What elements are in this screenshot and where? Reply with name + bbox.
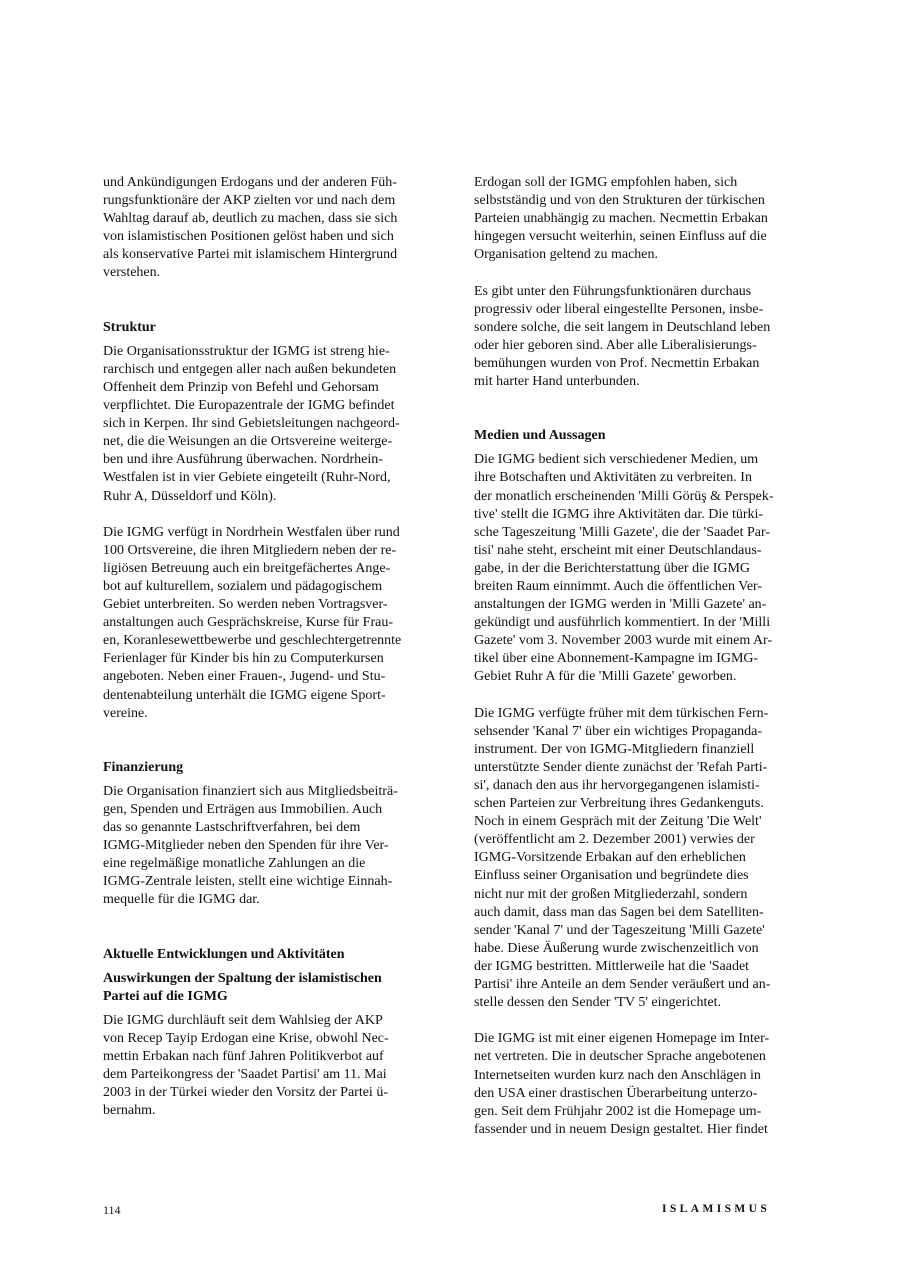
text-line: Einfluss seiner Organisation und begründete dies — [474, 868, 749, 884]
text-line: von islamistischen Positionen gelöst haben und sich — [103, 229, 394, 245]
text-line: auch damit, dass man das Sagen bei dem Satelliten- — [474, 904, 764, 920]
paragraph — [103, 783, 425, 910]
text-line: Gebiet unterbreiten. So werden neben Vortragsver- — [103, 597, 388, 613]
text-line: sche Tageszeitung 'Milli Gazete', die der 'Saadet Par- — [474, 524, 771, 540]
text-line: gekündigt und ausführlich kommentiert. In der 'Milli — [474, 615, 771, 631]
text-line: Internetseiten wurden kurz nach den Anschlägen in — [474, 1067, 761, 1083]
text-line: Partei auf die IGMG — [103, 988, 228, 1004]
text-line: bemühungen wurden von Prof. Necmettin Erbakan — [474, 355, 760, 371]
text-line: Ruhr A, Düsseldorf und Köln). — [103, 488, 277, 504]
text-line: Gazete' vom 3. November 2003 wurde mit einem Ar- — [474, 633, 773, 649]
paragraph — [474, 283, 794, 392]
text-line: rungsfunktionäre der AKP zielten vor und nach dem — [103, 193, 396, 209]
text-line: Es gibt unter den Führungsfunktionären durchaus — [474, 283, 752, 299]
text-line: nicht nur mit der großen Mitgliederzahl, sondern — [474, 886, 748, 902]
text-line: 2003 in der Türkei wieder den Vorsitz der Partei ü- — [103, 1085, 388, 1101]
text-line: IGMG-Zentrale leisten, stellt eine wichtige Einnah- — [103, 874, 393, 890]
text-line: mettin Erbakan nach fünf Jahren Politikverbot auf — [103, 1049, 384, 1065]
paragraph — [103, 1012, 425, 1121]
text-line: Westfalen ist in vier Gebiete eingeteilt (Ruhr-Nord, — [103, 470, 391, 486]
section-heading — [103, 319, 425, 337]
text-line: habe. Diese Äußerung wurde zwischenzeitlich von — [474, 940, 759, 956]
text-line: unterstützte Sender diente zunächst der 'Refah Parti- — [474, 759, 768, 775]
text-line: bernahm. — [103, 1103, 156, 1119]
text-line: Die IGMG ist mit einer eigenen Homepage im Inter- — [474, 1031, 770, 1047]
text-line: verpflichtet. Die Europazentrale der IGMG befindet — [103, 398, 395, 414]
text-line: Noch in einem Gespräch mit der Zeitung 'Die Welt' — [474, 814, 762, 830]
text-line: ligiösen Betreuung auch ein breitgefächertes Ange- — [103, 560, 391, 576]
text-line: von Recep Tayip Erdogan eine Krise, obwohl Nec- — [103, 1031, 389, 1047]
text-line: tive' stellt die IGMG ihre Aktivitäten dar. Die türki- — [474, 506, 764, 522]
text-line: gen, Spenden und Erträgen aus Immobilien. Auch — [103, 802, 383, 817]
text-line: Medien und Aussagen — [474, 428, 606, 444]
text-line: dentenabteilung unterhält die IGMG eigene Sport- — [103, 687, 386, 703]
text-line: Die Organisationsstruktur der IGMG ist streng hie- — [103, 343, 390, 359]
text-line: Erdogan soll der IGMG empfohlen haben, sich — [474, 175, 738, 190]
text-line: anstaltungen auch Gesprächskreise, Kurse für Frau- — [103, 615, 394, 631]
text-line: gen. Seit dem Frühjahr 2002 ist die Homepage um- — [474, 1103, 762, 1119]
text-line: schen Parteien zur Verbreitung ihres Gedankenguts. — [474, 796, 764, 812]
text-line: 100 Ortsvereine, die ihren Mitgliedern neben der re- — [103, 542, 397, 558]
text-line: ben und ihre Ausführung überwachen. Nordrhein- — [103, 452, 383, 468]
paragraph — [103, 343, 425, 506]
text-line: sondere solche, die seit langem in Deutschland leben — [474, 319, 771, 335]
text-line: IGMG-Mitglieder neben den Spenden für ihre Ver- — [103, 838, 389, 854]
text-line: anstaltungen der IGMG werden in 'Milli Gazete' an- — [474, 597, 767, 613]
text-line: net vertreten. Die in deutscher Sprache angebotenen — [474, 1049, 766, 1065]
text-line: rarchisch und entgegen aller nach außen bekundeten — [103, 361, 397, 377]
text-line: progressiv oder liberal eingestellte Personen, insbe- — [474, 301, 764, 317]
paragraph — [103, 524, 425, 723]
section-spacer — [103, 928, 425, 946]
text-line: dem Parteikongress der 'Saadet Partisi' am 11. Mai — [103, 1067, 387, 1083]
section-spacer — [474, 409, 794, 427]
text-line: tisi' nahe steht, erscheint mit einer Deutschlandaus- — [474, 542, 762, 558]
text-line: vereine. — [103, 705, 148, 721]
text-line: als konservative Partei mit islamischem Hintergrund — [103, 247, 398, 263]
text-line: Wahltag darauf ab, deutlich zu machen, dass sie sich — [103, 211, 398, 227]
section-spacer — [103, 301, 425, 319]
paragraph — [474, 1030, 794, 1139]
text-line: fassender und in neuem Design gestaltet. Hier findet — [474, 1121, 768, 1137]
text-line: das so genannte Lastschriftverfahren, bei dem — [103, 820, 361, 836]
text-line: bot auf kulturellem, sozialem und pädagogischem — [103, 578, 383, 594]
text-line: Finanzierung — [103, 759, 184, 775]
text-line: IGMG-Vorsitzende Erbakan auf den erheblichen — [474, 850, 746, 866]
text-line: Die IGMG durchläuft seit dem Wahlsieg der AKP — [103, 1012, 383, 1028]
section-heading — [103, 946, 425, 964]
section-spacer — [103, 741, 425, 759]
text-line: sehsender 'Kanal 7' über ein wichtiges Propaganda- — [474, 723, 763, 739]
text-line: oder hier geboren sind. Aber alle Liberalisierungs- — [474, 337, 757, 353]
text-line: stelle dessen den Sender 'TV 5' eingerichtet. — [474, 995, 721, 1011]
text-line: tikel über eine Abonnement-Kampagne im IGMG- — [474, 651, 759, 667]
section-heading — [474, 427, 794, 445]
text-line: Gebiet Ruhr A für die 'Milli Gazete' geworben. — [474, 669, 737, 685]
text-line: gabe, in der die Berichterstattung über die IGMG — [474, 560, 751, 576]
text-line: net, die die Weisungen an die Ortsvereine weiterge- — [103, 434, 393, 450]
text-line: angeboten. Neben einer Frauen-, Jugend- und Stu- — [103, 669, 386, 685]
text-line: selbstständig und von den Strukturen der türkischen — [474, 193, 765, 209]
text-line: mequelle für die IGMG dar. — [103, 892, 260, 908]
text-line: breiten Raum einnimmt. Auch die öffentlichen Ver- — [474, 578, 763, 594]
text-line: sich in Kerpen. Ihr sind Gebietsleitungen nachgeord- — [103, 416, 400, 432]
text-line: Struktur — [103, 319, 156, 335]
text-line: en, Koranlesewettbewerbe und geschlechtergetrennte — [103, 633, 402, 649]
text-line: sender 'Kanal 7' und der Tageszeitung 'Milli Gazete' — [474, 922, 765, 938]
text-line: Aktuelle Entwicklungen und Aktivitäten — [103, 946, 345, 962]
running-title: ISLAMISMUS — [662, 1203, 771, 1215]
text-line: Partisi' ihre Anteile an dem Sender veräußert und an- — [474, 977, 771, 993]
paragraph — [103, 174, 425, 283]
text-line: Ferienlager für Kinder bis hin zu Computerkursen — [103, 651, 384, 667]
left-column — [103, 174, 425, 1139]
text-line: der monatlich erscheinenden 'Milli Görüş & Perspek- — [474, 488, 774, 504]
text-line: mit harter Hand unterbunden. — [474, 374, 640, 390]
text-line: ihre Botschaften und Aktivitäten zu verbreiten. In — [474, 470, 752, 486]
section-heading — [103, 759, 425, 777]
paragraph — [474, 705, 794, 1013]
text-line: Die IGMG bedient sich verschiedener Medien, um — [474, 452, 759, 468]
text-line: Die IGMG verfügte früher mit dem türkischen Fern- — [474, 705, 769, 721]
text-line: Auswirkungen der Spaltung der islamistischen — [103, 970, 382, 986]
text-line: Offenheit dem Prinzip von Befehl und Gehorsam — [103, 379, 379, 395]
paragraph — [474, 451, 794, 686]
text-line: Die IGMG verfügt in Nordrhein Westfalen über rund — [103, 524, 400, 540]
page-number: 114 — [103, 1203, 121, 1217]
text-line: der IGMG bestritten. Mittlerweile hat die 'Saadet — [474, 958, 750, 974]
text-line: instrument. Der von IGMG-Mitgliedern finanziell — [474, 741, 755, 757]
text-line: (veröffentlicht am 2. Dezember 2001) verwies der — [474, 832, 755, 848]
text-line: und Ankündigungen Erdogans und der anderen Füh- — [103, 175, 397, 190]
text-line: Parteien unabhängig zu machen. Necmettin Erbakan — [474, 211, 768, 227]
text-line: verstehen. — [103, 265, 161, 281]
subsection-heading — [103, 970, 425, 1006]
text-line: si', danach den aus ihr hervorgegangenen islamisti- — [474, 778, 760, 793]
text-line: Organisation geltend zu machen. — [474, 247, 659, 263]
text-line: hingegen versucht weiterhin, seinen Einfluss auf die — [474, 229, 767, 245]
text-line: den USA einer drastischen Überarbeitung unterzo- — [474, 1085, 758, 1101]
right-column — [474, 174, 794, 1157]
text-line: Die Organisation finanziert sich aus Mitgliedsbeiträ- — [103, 783, 398, 799]
text-line: eine regelmäßige monatliche Zahlungen an die — [103, 856, 366, 872]
paragraph — [474, 174, 794, 264]
